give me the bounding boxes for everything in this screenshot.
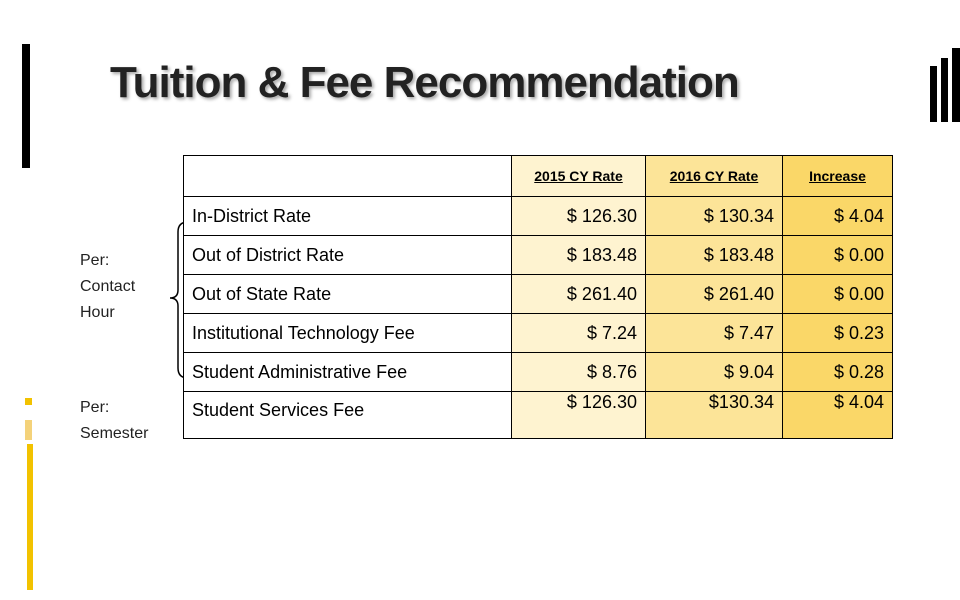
- table-row: [184, 392, 893, 439]
- rate-2015: $ 7.24: [512, 314, 646, 353]
- rate-2015: $ 8.76: [512, 353, 646, 392]
- table-row: [184, 314, 893, 353]
- rate-2015: $ 183.48: [512, 236, 646, 275]
- table-row: [184, 353, 893, 392]
- label-line: Per:: [80, 252, 110, 269]
- fee-name: Out of District Rate: [184, 236, 512, 275]
- slide-title: Tuition & Fee Recommendation: [110, 58, 739, 107]
- accent-bar-light: [25, 420, 32, 440]
- rate-2016: $ 261.40: [646, 275, 783, 314]
- rate-increase: $ 4.04: [783, 197, 893, 236]
- accent-bar-yellow: [27, 444, 33, 590]
- rate-increase: $ 0.00: [783, 236, 893, 275]
- label-line: Per:: [80, 399, 110, 416]
- table-row: [184, 275, 893, 314]
- rate-2015: $ 126.30: [512, 197, 646, 236]
- accent-dot: [25, 398, 32, 405]
- fee-name: In-District Rate: [184, 197, 512, 236]
- table-row: [184, 236, 893, 275]
- header-2016-rate: 2016 CY Rate: [646, 156, 783, 197]
- fee-table: [183, 155, 893, 439]
- rate-2016: $130.34: [646, 392, 783, 439]
- header-2015-rate: 2015 CY Rate: [512, 156, 646, 197]
- label-line: Hour: [80, 304, 115, 321]
- per-semester-label: [80, 395, 160, 447]
- rate-increase: $ 0.23: [783, 314, 893, 353]
- rate-2016: $ 7.47: [646, 314, 783, 353]
- header-blank: [184, 156, 512, 197]
- per-contact-hour-label: [80, 248, 160, 326]
- label-line: Contact: [80, 278, 136, 295]
- fee-name: Student Administrative Fee: [184, 353, 512, 392]
- slide-corner-icon: [930, 48, 960, 122]
- rate-increase: $ 0.28: [783, 353, 893, 392]
- fee-name: Out of State Rate: [184, 275, 512, 314]
- header-increase: Increase: [783, 156, 893, 197]
- rate-2016: $ 183.48: [646, 236, 783, 275]
- table-row: [184, 197, 893, 236]
- rate-2016: $ 130.34: [646, 197, 783, 236]
- rate-2015: $ 261.40: [512, 275, 646, 314]
- rate-2016: $ 9.04: [646, 353, 783, 392]
- fee-name: Student Services Fee: [184, 392, 512, 439]
- rate-2015: $ 126.30: [512, 392, 646, 439]
- accent-bar-black: [22, 44, 30, 168]
- label-line: Semester: [80, 425, 149, 442]
- fee-name: Institutional Technology Fee: [184, 314, 512, 353]
- rate-increase: $ 0.00: [783, 275, 893, 314]
- rate-increase: $ 4.04: [783, 392, 893, 439]
- table-header-row: [184, 156, 893, 197]
